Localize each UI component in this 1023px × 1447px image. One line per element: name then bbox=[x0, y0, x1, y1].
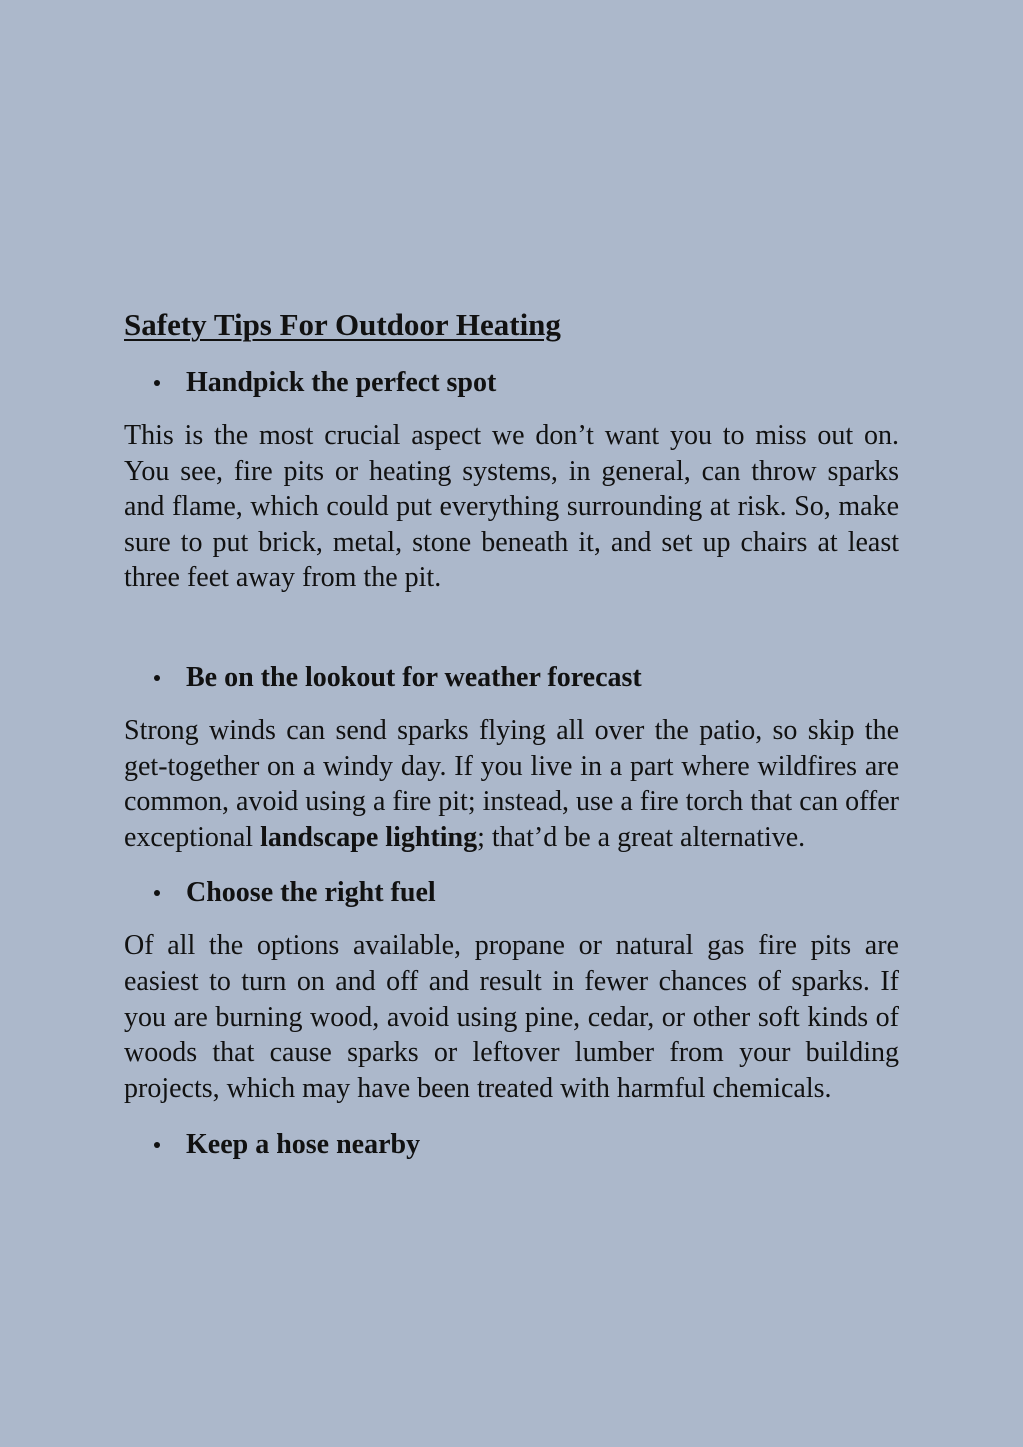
section-heading-text: Choose the right fuel bbox=[186, 877, 436, 909]
bullet-icon bbox=[154, 890, 160, 896]
section-heading-weather bbox=[124, 660, 899, 696]
section-paragraph-weather bbox=[124, 713, 899, 855]
bullet-icon bbox=[154, 1142, 160, 1148]
section-heading-text: Be on the lookout for weather forecast bbox=[186, 661, 642, 693]
paragraph-text: ; that’d be a great alternative. bbox=[477, 821, 806, 853]
paragraph-text: Strong winds can send sparks flying all over the patio, so skip the get-together on a windy day. If you live in a part where wildfires are common, avoid using a fire pit; instead, use a fire torch that can offer exceptional bbox=[124, 714, 899, 853]
document-page bbox=[124, 303, 899, 1163]
section-heading-spot bbox=[124, 365, 899, 401]
page-title: Safety Tips For Outdoor Heating bbox=[124, 307, 561, 342]
section-paragraph-fuel: Of all the options available, propane or natural gas fire pits are easiest to turn on and off and result in fewer chances of sparks. If you are burning wood, avoid using pine, cedar, or other soft kinds of woods that cause sparks or leftover lumber from your building projects, which may have been treated with harmful chemicals. bbox=[124, 930, 899, 1104]
section-heading-hose bbox=[124, 1127, 899, 1163]
section-heading-text: Handpick the perfect spot bbox=[186, 367, 497, 398]
section-paragraph-spot: This is the most crucial aspect we don’t want you to miss out on. You see, fire pits or heating systems, in general, can throw sparks and flame, which could put everything surrounding at risk. So, make sure to put brick, metal, stone beneath it, and set up chairs at least three feet away from the pit. bbox=[124, 420, 899, 594]
bullet-icon bbox=[154, 380, 160, 386]
bullet-icon bbox=[154, 675, 160, 681]
section-heading-fuel bbox=[124, 875, 899, 911]
landscape-lighting-text: landscape lighting bbox=[260, 821, 478, 853]
section-heading-text: Keep a hose nearby bbox=[186, 1129, 421, 1161]
